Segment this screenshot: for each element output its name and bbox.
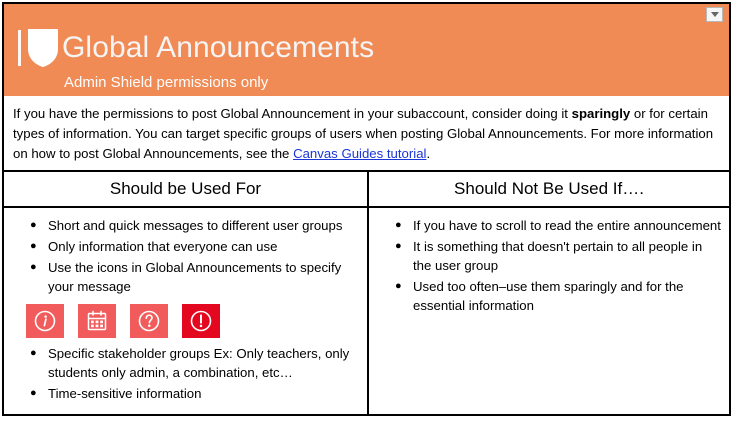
intro-emphasis: sparingly bbox=[571, 106, 631, 121]
list-should-be-used-for-continued bbox=[12, 344, 359, 403]
intro-text-part2: or for certain types of information. You can target specific groups of users when posting Global Announcements. For more information on how to post Global Announcements, see the bbox=[13, 106, 714, 161]
announcement-icon-row bbox=[12, 298, 359, 344]
canvas-guides-link[interactable]: Canvas Guides tutorial bbox=[293, 146, 427, 161]
list-item: ● If you have to scroll to read the entire announcement bbox=[411, 216, 721, 235]
column-body-right bbox=[369, 208, 729, 414]
list-item: ● Specific stakeholder groups Ex: Only teachers, only students only admin, a combination, etc… bbox=[46, 344, 359, 382]
column-body-left bbox=[4, 208, 367, 414]
list-should-not-be-used-if bbox=[377, 216, 721, 315]
column-header-right: Should Not Be Used If…. bbox=[369, 172, 729, 208]
shield-icon bbox=[18, 26, 62, 70]
header-banner bbox=[4, 4, 729, 96]
list-item: ● Short and quick messages to different user groups bbox=[46, 216, 359, 235]
list-item: ● Use the icons in Global Announcements to specify your message bbox=[46, 258, 359, 296]
question-icon bbox=[130, 304, 168, 338]
intro-text-part3: . bbox=[426, 146, 431, 161]
intro-text-part1: If you have the permissions to post Global Announcement in your subaccount, consider doing it bbox=[13, 106, 572, 121]
intro-paragraph bbox=[4, 96, 729, 172]
shield-accent-bar bbox=[18, 30, 21, 66]
list-item: ● Used too often–use them sparingly and for the essential information bbox=[411, 277, 721, 315]
list-item: ● Time-sensitive information bbox=[46, 384, 359, 403]
list-item: ● It is something that doesn't pertain to all people in the user group bbox=[411, 237, 721, 275]
list-should-be-used-for bbox=[12, 216, 359, 296]
info-icon bbox=[26, 304, 64, 338]
table-column-should-be-used-for bbox=[4, 172, 369, 414]
list-item: ● Only information that everyone can use bbox=[46, 237, 359, 256]
comparison-table bbox=[4, 172, 729, 414]
table-column-should-not-be-used-if bbox=[369, 172, 729, 414]
page-title: Global Announcements bbox=[62, 31, 375, 64]
calendar-icon bbox=[78, 304, 116, 338]
column-header-left: Should be Used For bbox=[4, 172, 367, 208]
header-title-row bbox=[18, 26, 374, 70]
chevron-down-icon[interactable] bbox=[706, 7, 723, 22]
warning-icon bbox=[182, 304, 220, 338]
header-subtitle: Admin Shield permissions only bbox=[64, 74, 269, 91]
content-frame bbox=[2, 2, 731, 416]
chevron-down-glyph bbox=[711, 12, 719, 17]
